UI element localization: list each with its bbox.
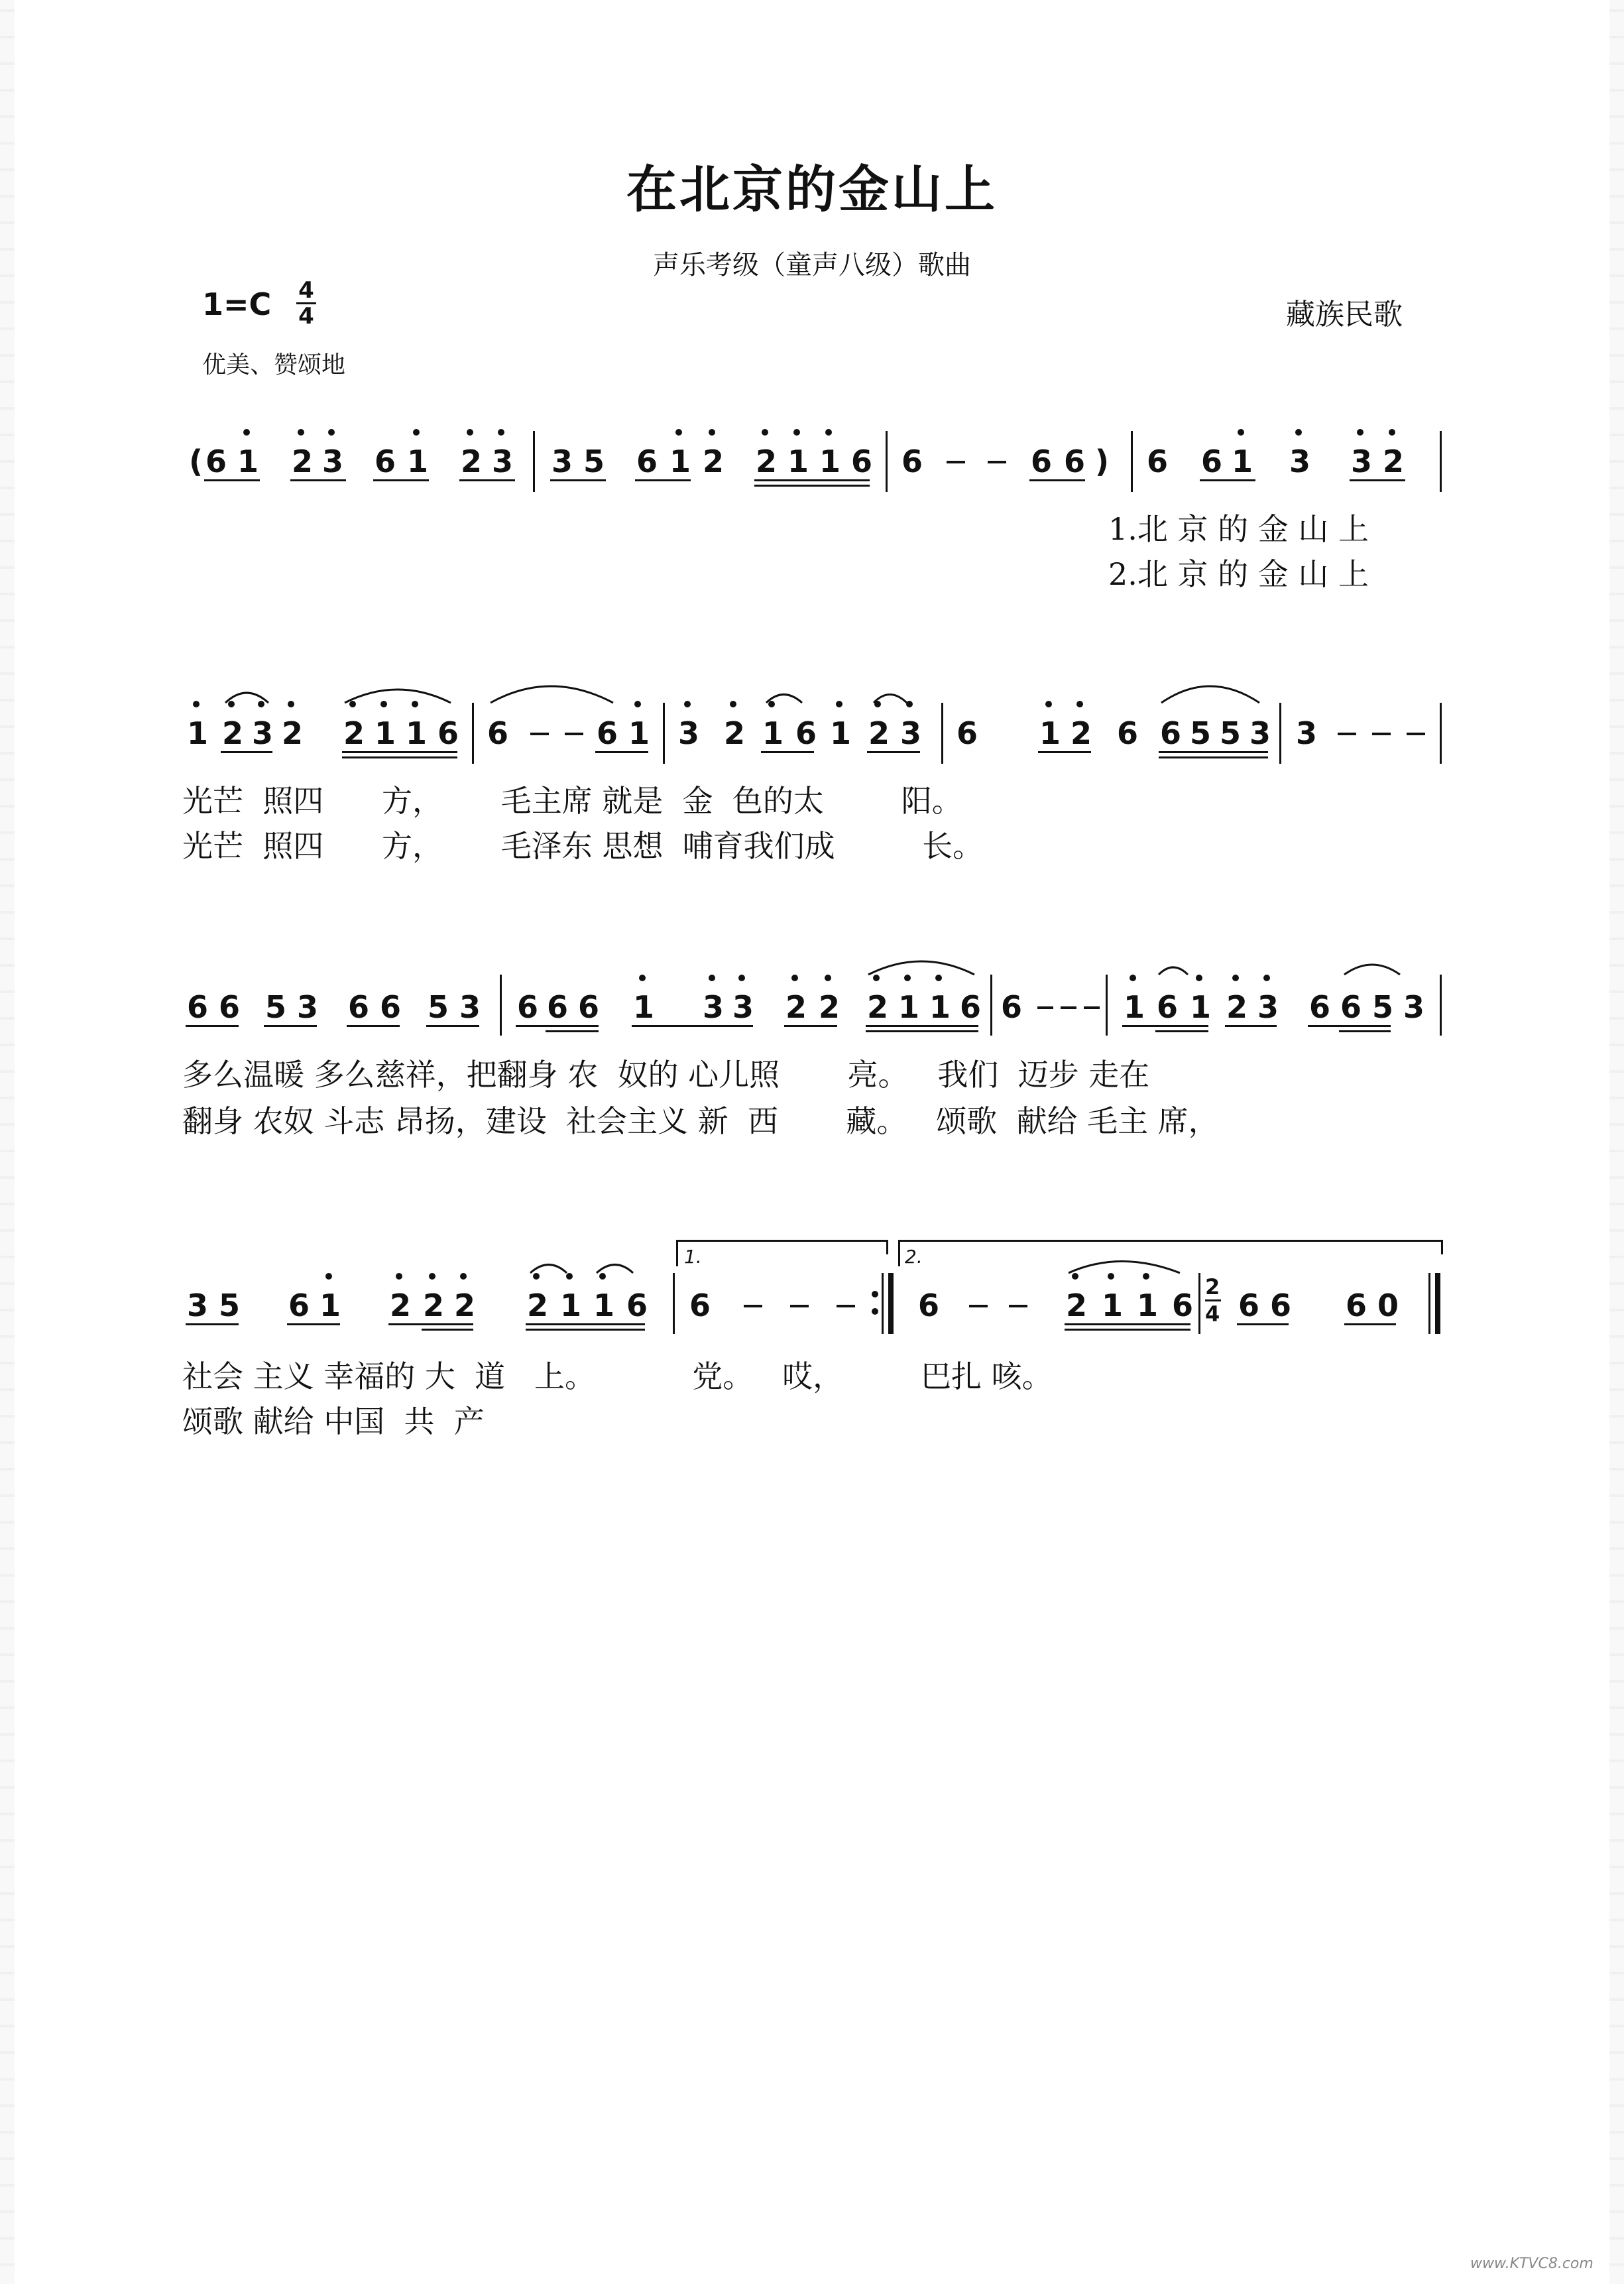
svg-text:1: 1 [560, 1288, 582, 1323]
key-signature: 1=C [202, 286, 272, 322]
slurs [225, 686, 1259, 703]
svg-text:3: 3 [459, 989, 481, 1025]
svg-text:2: 2 [703, 444, 725, 479]
svg-text:3: 3 [1257, 989, 1279, 1025]
lyric-s4-verse1: 社会 主义 幸福的 大 道 上。 党。 哎， 巴扎 咳。 [182, 1358, 1053, 1394]
lyric-s4-verse2: 颂歌 献给 中国 共 产 [182, 1404, 485, 1439]
svg-text:6: 6 [517, 989, 539, 1025]
svg-text:1: 1 [319, 1288, 341, 1323]
svg-text:1: 1 [898, 989, 920, 1025]
svg-text:1: 1 [628, 715, 650, 751]
svg-text:6: 6 [1157, 989, 1179, 1025]
svg-text:1: 1 [830, 715, 852, 751]
barline [1131, 431, 1133, 492]
svg-text:1: 1 [1039, 715, 1061, 751]
svg-text:1: 1 [1232, 444, 1253, 479]
svg-text:4: 4 [1205, 1301, 1220, 1327]
svg-text:3: 3 [1289, 444, 1311, 479]
svg-text:3: 3 [297, 989, 319, 1025]
svg-text:6: 6 [187, 989, 209, 1025]
svg-text:2: 2 [282, 715, 304, 751]
open-paren: ( [189, 444, 203, 479]
svg-text:2.: 2. [905, 1246, 923, 1268]
svg-text:3: 3 [1351, 444, 1373, 479]
svg-text:6: 6 [918, 1288, 940, 1323]
system-3 [186, 961, 1442, 1036]
svg-text:6: 6 [689, 1288, 711, 1323]
svg-text:6: 6 [1309, 989, 1331, 1025]
svg-text:5: 5 [428, 989, 449, 1025]
svg-text:1: 1 [929, 989, 951, 1025]
notation-text-holder [0, 2188, 1591, 2191]
svg-text:6: 6 [626, 1288, 648, 1323]
svg-text:2: 2 [1226, 989, 1248, 1025]
volta-brackets [676, 1240, 1443, 1268]
svg-text:2: 2 [222, 715, 244, 751]
lyric-s2-verse1: 光芒 照四 方， 毛主席 就是 金 色的太 阳。 [182, 783, 962, 819]
svg-text:3: 3 [252, 715, 274, 751]
lyric-s2-verse2: 光芒 照四 方， 毛泽东 思想 哺育我们成 长。 [182, 828, 984, 864]
system-2 [187, 686, 1442, 764]
svg-text:3: 3 [1296, 715, 1318, 751]
song-origin: 藏族民歌 [1286, 298, 1403, 331]
octave-dots [193, 701, 1083, 707]
svg-text:6: 6 [288, 1288, 310, 1323]
site-watermark: www.KTVC8.com [1470, 2255, 1594, 2272]
svg-text:5: 5 [265, 989, 287, 1025]
time-signature-bottom: 4 [298, 303, 314, 330]
svg-text:6: 6 [795, 715, 817, 751]
svg-text:6: 6 [547, 989, 569, 1025]
svg-text:6: 6 [348, 989, 370, 1025]
svg-text:2: 2 [756, 444, 778, 479]
lyric-s3-verse2: 翻身 农奴 斗志 昂扬，建设 社会主义 新 西 藏。 颂歌 献给 毛主 席， [182, 1103, 1219, 1139]
svg-text:5: 5 [1190, 715, 1212, 751]
svg-text:6: 6 [1064, 444, 1086, 479]
svg-text:1: 1 [1124, 989, 1145, 1025]
svg-text:1: 1 [593, 1288, 615, 1323]
svg-text:2: 2 [785, 989, 807, 1025]
svg-text:2: 2 [423, 1288, 445, 1323]
time-signature-top: 4 [298, 277, 314, 304]
svg-text:1: 1 [237, 444, 259, 479]
svg-text:6: 6 [1238, 1288, 1260, 1323]
svg-text:6: 6 [219, 989, 241, 1025]
system-1 [189, 429, 1442, 492]
svg-text:3: 3 [678, 715, 700, 751]
svg-text:3: 3 [322, 444, 344, 479]
notation-s1: (6 i 2 3 6 i 2 3 | 3 5 6 i 2 2 i i 6 | 6 – – 6 6) | 6 6 i 3 3 2 | [0, 2188, 19, 2189]
beam-lines [221, 751, 1268, 758]
svg-text:1: 1 [633, 989, 655, 1025]
beam-lines [204, 479, 1405, 487]
svg-text:2: 2 [1205, 1274, 1220, 1299]
octave-dots [639, 975, 1270, 981]
svg-text:2: 2 [343, 715, 365, 751]
svg-text:6: 6 [578, 989, 600, 1025]
svg-text:1: 1 [375, 715, 396, 751]
svg-text:3: 3 [732, 989, 754, 1025]
svg-text:6: 6 [1031, 444, 1053, 479]
song-subtitle: 声乐考级（童声八级）歌曲 [653, 250, 971, 280]
svg-text:6: 6 [380, 989, 402, 1025]
svg-text:6: 6 [1340, 989, 1362, 1025]
svg-text:1: 1 [669, 444, 691, 479]
song-title: 在北京的金山上 [626, 160, 998, 219]
barline [886, 431, 888, 492]
svg-text:1: 1 [1190, 989, 1212, 1025]
svg-text:6: 6 [487, 715, 509, 751]
svg-text:1: 1 [787, 444, 809, 479]
svg-text:2: 2 [1071, 715, 1092, 751]
lyric-s1-verse2: 2.北 京 的 金 山 上 [1108, 556, 1369, 592]
svg-text:1: 1 [406, 715, 428, 751]
svg-text:6: 6 [1270, 1288, 1292, 1323]
svg-text:6: 6 [1346, 1288, 1367, 1323]
svg-text:2: 2 [461, 444, 483, 479]
octave-dots [243, 429, 1395, 436]
svg-text:2: 2 [292, 444, 314, 479]
svg-text:6: 6 [597, 715, 618, 751]
svg-text:6: 6 [636, 444, 658, 479]
svg-text:3: 3 [551, 444, 573, 479]
notation-s3: 6 6 5 3 6 6 5 3 | 6 6 6 i 3 3 2 2 2 i i 6 | 6 – – – | i 6 i 2 3 6 6 5 3 | [38, 2188, 59, 2189]
svg-text:2: 2 [867, 989, 889, 1025]
barline [1440, 431, 1442, 492]
octave-dots [325, 1273, 1149, 1280]
svg-text:3: 3 [1403, 989, 1425, 1025]
svg-text:3: 3 [900, 715, 922, 751]
notation-s2: i 2 3 2 2 i i 6 | 6 – – 6 i | 3 2 i 6 i 2 3 | 6 i 2 6 6553 | 3 – – – | [18, 2188, 38, 2189]
lyric-s1-verse1: 1.北 京 的 金 山 上 [1108, 511, 1369, 547]
svg-text:6: 6 [205, 444, 227, 479]
svg-text:6: 6 [1117, 715, 1139, 751]
svg-text:3: 3 [492, 444, 514, 479]
svg-text:5: 5 [219, 1288, 241, 1323]
svg-text:6: 6 [960, 989, 982, 1025]
slurs [868, 961, 1400, 975]
svg-text:2: 2 [454, 1288, 476, 1323]
svg-text:1: 1 [1137, 1288, 1159, 1323]
close-paren: ) [1095, 444, 1110, 479]
svg-text:6: 6 [1001, 989, 1023, 1025]
lyric-s3-verse1: 多么温暖 多么慈祥，把翻身 农 奴的 心儿照 亮。 我们 迈步 走在 [182, 1057, 1150, 1093]
svg-text:1.: 1. [684, 1246, 702, 1268]
svg-text:2: 2 [527, 1288, 549, 1323]
svg-text:2: 2 [1383, 444, 1405, 479]
svg-text:3: 3 [703, 989, 725, 1025]
svg-text:6: 6 [851, 444, 873, 479]
svg-text:1: 1 [1102, 1288, 1124, 1323]
svg-text:2: 2 [868, 715, 890, 751]
svg-text:6: 6 [375, 444, 396, 479]
beam-lines [186, 1025, 1391, 1032]
svg-text:2: 2 [724, 715, 746, 751]
svg-text:3: 3 [187, 1288, 209, 1323]
svg-text:1: 1 [819, 444, 841, 479]
svg-text:2: 2 [1066, 1288, 1088, 1323]
svg-text:6: 6 [1172, 1288, 1194, 1323]
svg-text:2: 2 [390, 1288, 412, 1323]
svg-text:0: 0 [1377, 1288, 1399, 1323]
svg-text:6: 6 [1160, 715, 1182, 751]
system-4 [186, 1240, 1443, 1334]
svg-text:1: 1 [187, 715, 209, 751]
svg-text:1: 1 [407, 444, 429, 479]
svg-text:5: 5 [1372, 989, 1394, 1025]
svg-text:5: 5 [583, 444, 605, 479]
svg-text:5: 5 [1220, 715, 1242, 751]
svg-text:6: 6 [437, 715, 459, 751]
notation-s4: 3 5 6 i 2 2 2 2 i i 6 | 6 – – – :|| 6 – – 2 i i 6 | 2/4 6 6 6 0 || [59, 2188, 78, 2189]
svg-text:3: 3 [1249, 715, 1271, 751]
svg-text:6: 6 [1201, 444, 1223, 479]
svg-text:2: 2 [819, 989, 841, 1025]
tempo-marking: 优美、赞颂地 [202, 351, 346, 379]
svg-text:1: 1 [762, 715, 784, 751]
slurs [530, 1262, 1180, 1274]
svg-text:6: 6 [901, 444, 923, 479]
barline [533, 431, 535, 492]
svg-text:6: 6 [1147, 444, 1169, 479]
svg-text:6: 6 [957, 715, 978, 751]
